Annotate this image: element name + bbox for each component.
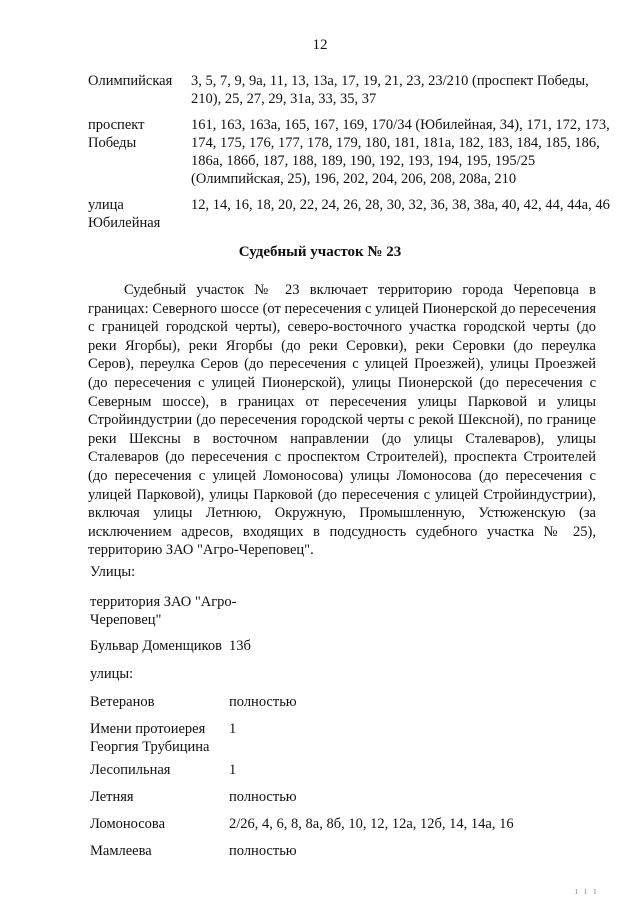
street-row [90, 593, 590, 629]
address-row [88, 116, 610, 188]
page-number: 12 [312, 37, 328, 53]
street-row [90, 637, 590, 659]
street-value: 1 [229, 762, 237, 778]
section-title: Судебный участок № 23 [238, 244, 402, 260]
street-row [90, 788, 590, 810]
street-row [90, 842, 590, 864]
street-value [250, 593, 590, 629]
street-name: Мамлеева [90, 843, 152, 859]
street-name: Бульвар Доменщиков [90, 638, 222, 654]
street-value: полностью [229, 843, 297, 859]
description-paragraph: Судебный участок № 23 включает территорию города Череповца в границах: Северного шоссе (от пересечения с улицей Пионерской до пересечения с границей городской черты), северо-восточного участка городской черты (до реки Ягорбы), реки Ягорбы (до реки Серовки), реки Серовки (до переулка Серов), переулка Серов (до пересечения с улицей Проезжей), улицы Проезжей (до пересечения с улицей Пионерской), улицы Пионерской (до пересечения с Северным шоссе), в границах от пересечения улицы Парковой и улицы Стройиндустрии (до пересечения городской черты с рекой Шексной), по границе реки Шексны в восточном направлении (до улицы Сталеваров), улицы Сталеваров (до пересечения с проспектом Строителей), проспекта Строителей (до пересечения с улицей Ломоносова) улицы Ломоносова (до пересечения с улицей Парковой), улицы Парковой (до пересечения с улицей Стройиндустрии), включая улицы Летнюю, Окружную, Промышленную, Устюженскую (за исключением адресов, входящих в подсудность судебного участка № 25), территорию ЗАО "Агро-Череповец". [88, 282, 596, 559]
street-name: Ломоносова [90, 816, 166, 832]
street-name: Летняя [90, 789, 134, 805]
street-row [90, 693, 590, 715]
street-name: Ветеранов [90, 694, 155, 710]
street-name: проспект Победы [88, 117, 145, 151]
street-name: улица Юбилейная [88, 197, 161, 231]
street-name: территория ЗАО "Агро-Череповец" [90, 594, 237, 628]
house-numbers: 3, 5, 7, 9, 9а, 11, 13, 13а, 17, 19, 21, 23, 23/210 (проспект Победы, 210), 25, 27, 29, 31а, 33, 35, 37 [191, 73, 589, 107]
house-numbers: 12, 14, 16, 18, 20, 22, 24, 26, 28, 30, 32, 36, 38, 38а, 40, 42, 44, 44а, 46 [191, 197, 610, 213]
street-row [90, 815, 590, 837]
street-value: 1 [229, 721, 237, 737]
street-row [90, 665, 590, 687]
address-table [88, 72, 610, 240]
street-value: 13б [229, 638, 251, 654]
scan-mark: ı ı ı [575, 886, 599, 897]
street-name: Имени протоиерея Георгия Трубицина [90, 721, 210, 755]
street-value: полностью [229, 789, 297, 805]
street-name: Лесопильная [90, 762, 171, 778]
streets-label: Улицы: [90, 564, 136, 580]
street-value [229, 665, 590, 687]
street-name: улицы: [90, 666, 134, 682]
street-name: Олимпийская [88, 73, 173, 89]
streets-list [90, 563, 590, 864]
streets-label-row [90, 563, 590, 585]
street-value: полностью [229, 694, 297, 710]
house-numbers: 161, 163, 163а, 165, 167, 169, 170/34 (Юбилейная, 34), 171, 172, 173, 174, 175, 176, 177, 178, 179, 180, 181, 181а, 182, 183, 184, 185, 186, 186а, 186б, 187, 188, 189, 190, 192, 193, 194, 195, 195/25 (Олимпийская, 25), 196, 202, 204, 206, 208, 208а, 210 [191, 117, 610, 187]
address-row [88, 196, 610, 232]
street-row [90, 720, 590, 756]
street-row [90, 761, 590, 783]
address-row [88, 72, 610, 108]
street-value: 2/26, 4, 6, 8, 8а, 8б, 10, 12, 12а, 12б, 14, 14а, 16 [229, 816, 514, 832]
